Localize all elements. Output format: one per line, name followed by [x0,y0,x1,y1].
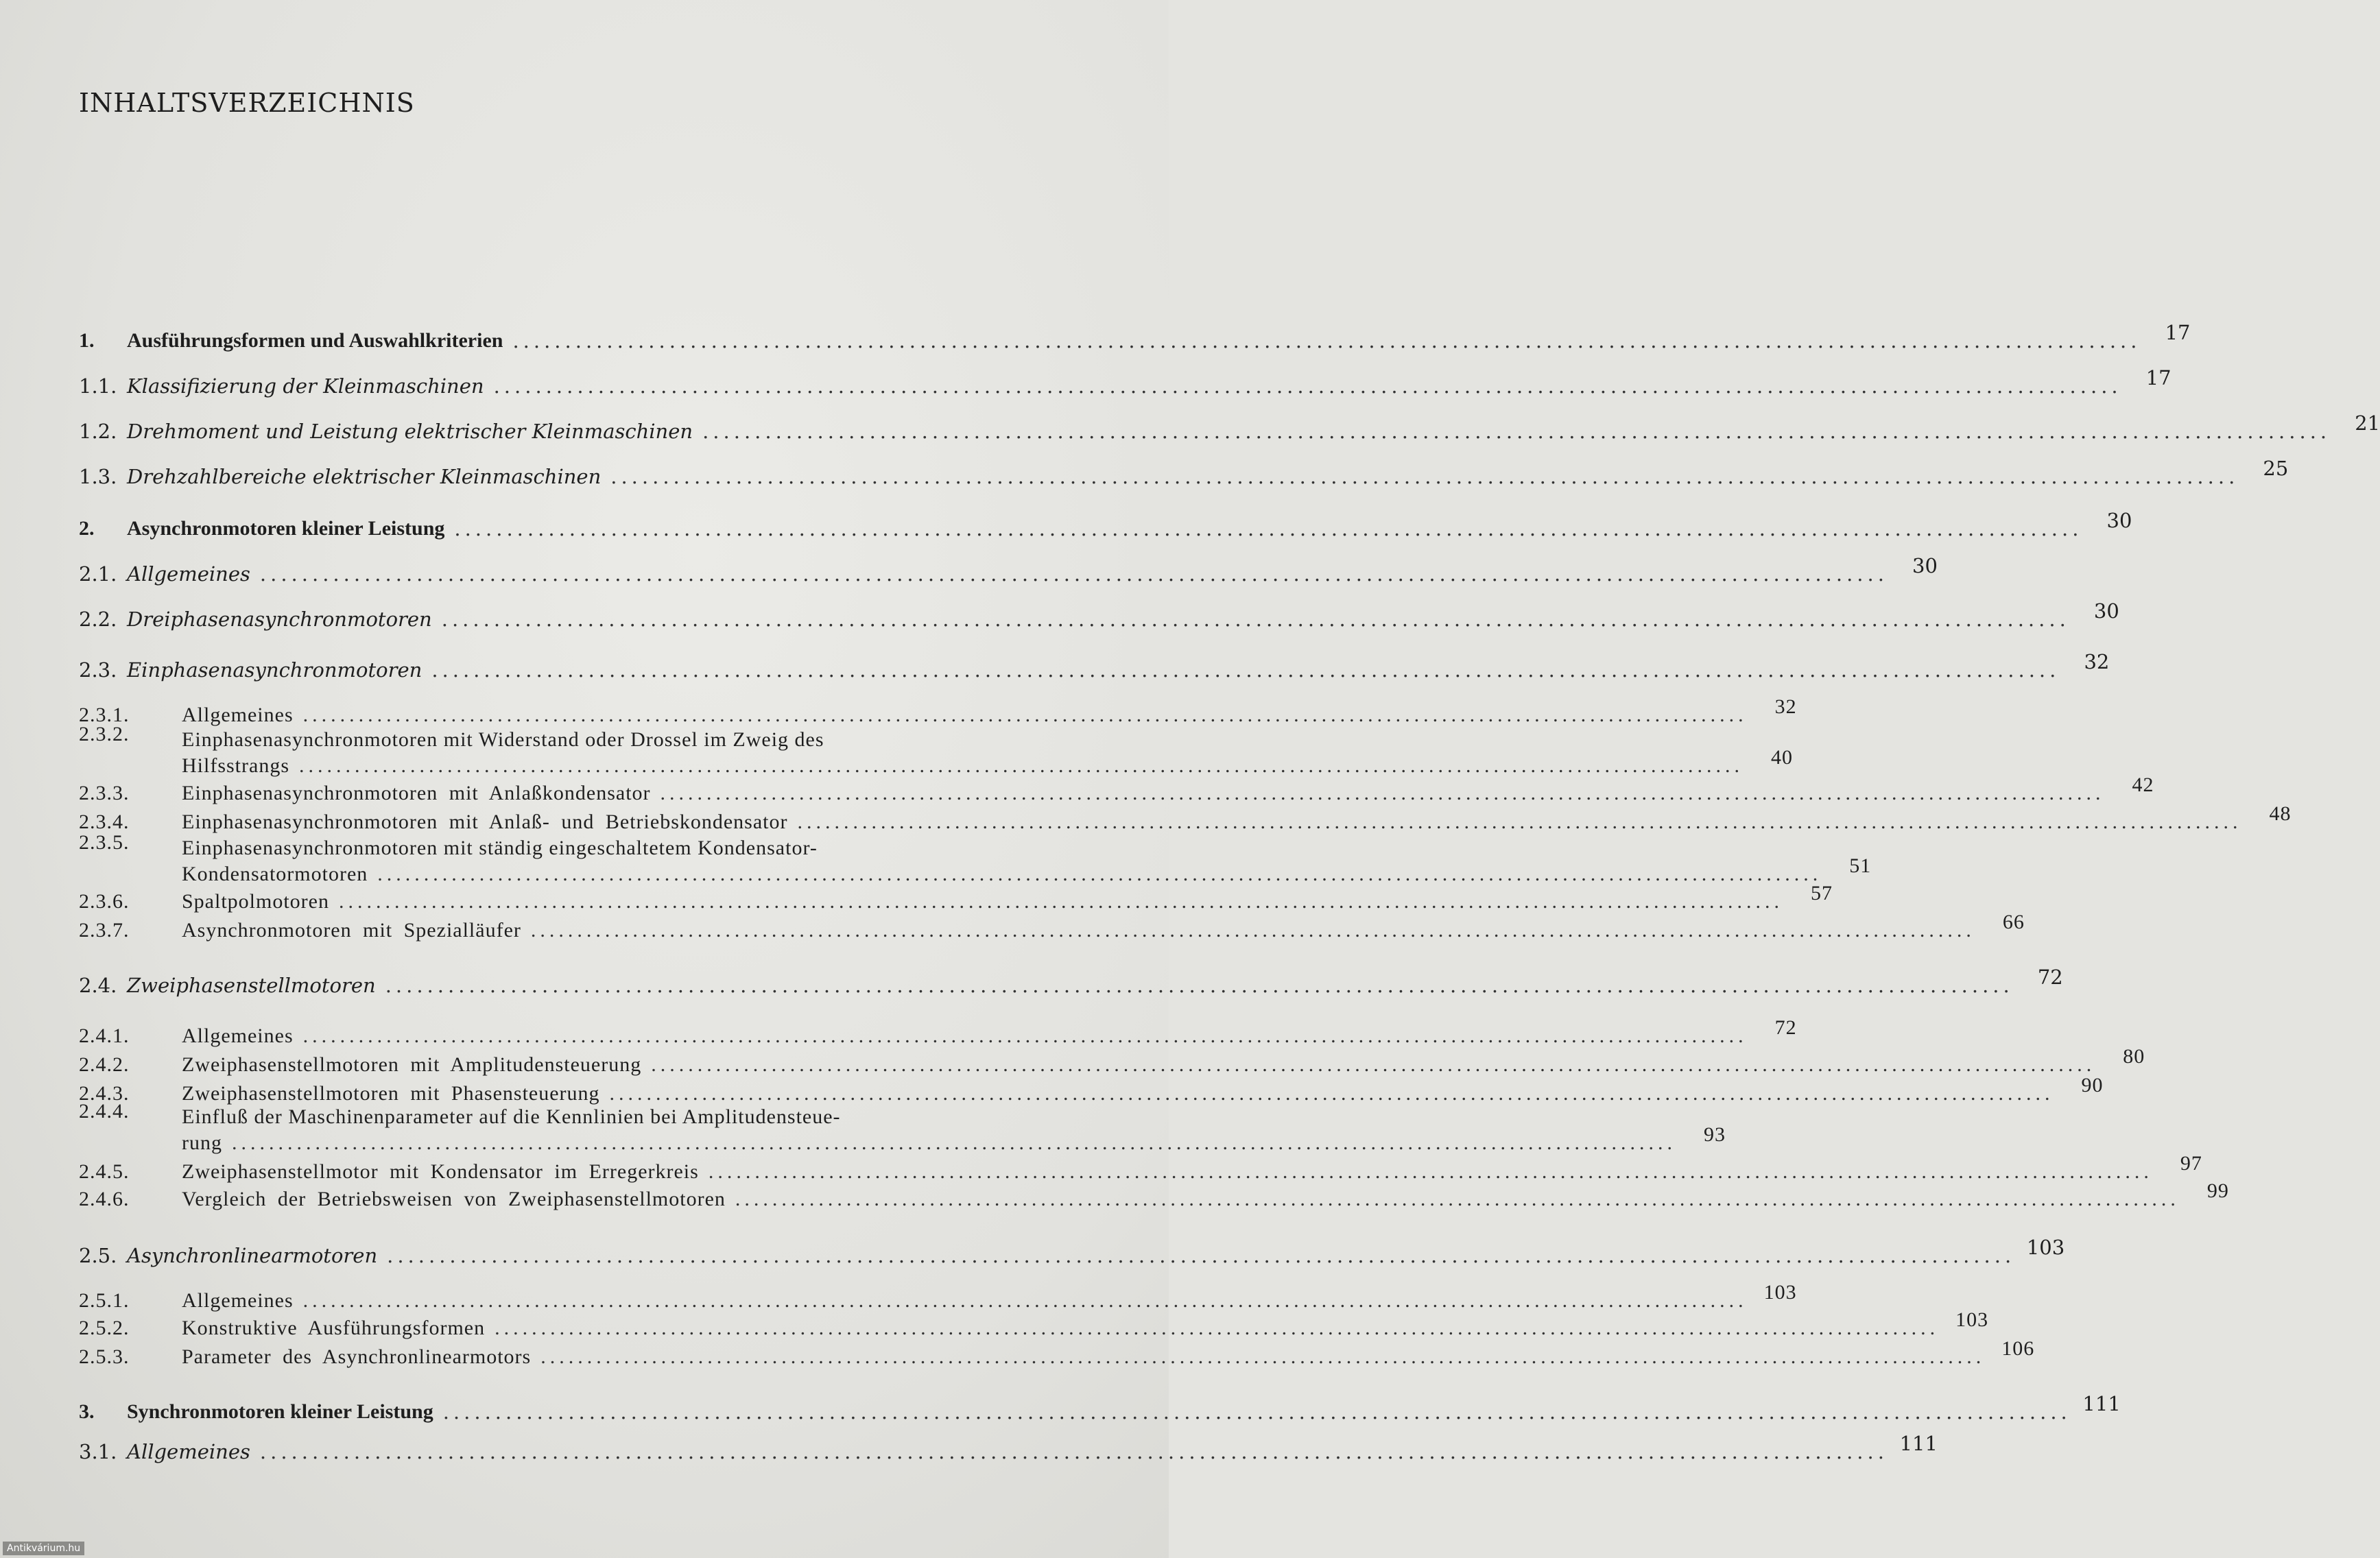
dot-leader: ............................................................................................................................................................ [302,1289,1748,1312]
toc-page: 30 [2093,599,2119,623]
toc-number: 2.4.4. [79,1100,130,1123]
toc-page: 48 [2269,802,2292,825]
toc-entry-subsection [79,911,2025,944]
toc-text: Einphasenasynchronmotoren mit Anlaßkondensator [182,782,651,804]
dot-leader: ............................................................................................................................................................ [454,517,2083,540]
toc-text: Spaltpolmotoren [182,890,329,913]
toc-number: 1.3. [79,465,117,488]
dot-leader: ............................................................................................................................................................ [651,1053,2096,1076]
toc-number: 2.3.7. [79,919,130,942]
dot-leader: ............................................................................................................................................................ [540,1345,1986,1368]
toc-page: 103 [1763,1281,1797,1304]
dot-leader: ............................................................................................................................................................ [495,1317,1940,1339]
toc-entry-subsection [79,1045,2145,1078]
toc-text: Allgemeines [127,562,250,586]
toc-entry-section [79,650,2110,683]
dot-leader: ............................................................................................................................................................ [302,704,1748,726]
dot-leader: ............................................................................................................................................................ [708,1160,2153,1183]
toc-text: Einfluß der Maschinenparameter auf die Kennlinien bei Amplitudensteue- [182,1105,841,1128]
toc-page: 21 [2355,411,2380,435]
toc-text: Asynchronlinearmotoren [127,1244,378,1267]
toc-number: 2.1. [79,562,117,586]
toc-text: Zweiphasenstellmotoren [127,974,376,997]
toc-text-continued: Hilfsstrangs [182,754,289,777]
toc-text: Ausführungsformen und Auswahlkriterien [127,329,503,352]
toc-entry-section [79,366,2171,399]
toc-text: Einphasenasynchronmotoren mit Widerstand oder Drossel im Zweig des [182,728,824,751]
toc-entry-subsection [79,1099,1726,1156]
toc-page: 17 [2165,321,2191,344]
dot-leader: ............................................................................................................................................................ [610,465,2239,488]
toc-number: 2.4.2. [79,1053,130,1076]
toc-entry-section [79,966,2063,998]
toc-text: Allgemeines [182,1289,294,1312]
dot-leader: ............................................................................................................................................................ [299,754,1744,777]
toc-entry-section [79,554,1938,587]
toc-text: Allgemeines [182,1024,294,1047]
toc-page: 32 [1774,695,1797,718]
dot-leader: ............................................................................................................................................................ [387,1244,2016,1267]
toc-page: 30 [1912,554,1938,577]
dot-leader: ............................................................................................................................................................ [232,1131,1676,1154]
dot-leader: ............................................................................................................................................................ [702,420,2331,443]
toc-page: 103 [2026,1236,2065,1259]
toc-text: Parameter des Asynchronlinearmotors [182,1345,532,1368]
toc-page: 30 [2106,509,2132,532]
dot-leader: ............................................................................................................................................................ [442,1400,2071,1424]
toc-page: 25 [2263,457,2289,480]
toc-text: Dreiphasenasynchronmotoren [127,608,432,631]
toc-number: 1.2. [79,420,117,443]
toc-page: 72 [2037,966,2063,989]
toc-page: 72 [1774,1016,1797,1039]
toc-text: Einphasenasynchronmotoren mit Anlaß- und Betriebskondensator [182,811,788,833]
toc-text: Drehmoment und Leistung elektrischer Kleinmaschinen [127,420,693,443]
toc-entry-chapter [79,1392,2121,1425]
toc-entry-subsection [79,774,2154,806]
toc-number: 2.4.5. [79,1160,130,1183]
toc-text: Klassifizierung der Kleinmaschinen [127,374,484,398]
toc-text: Asynchronmotoren kleiner Leistung [127,517,445,540]
toc-page: 103 [1955,1308,1989,1331]
dot-leader: ............................................................................................................................................................ [735,1188,2180,1210]
toc-page: 93 [1704,1123,1726,1146]
toc-number: 2.3.1. [79,704,130,726]
toc-entry-subsection [79,1308,1989,1341]
toc-page: 106 [2001,1337,2035,1360]
dot-leader: ............................................................................................................................................................ [530,919,1975,942]
dot-leader: ............................................................................................................................................................ [259,562,1888,586]
watermark: Antikvárium.hu [3,1542,84,1555]
toc-page: 90 [2081,1074,2104,1096]
toc-number: 2.3.5. [79,831,130,854]
toc-text: Konstruktive Ausführungsformen [182,1317,486,1339]
toc-number: 2.3.6. [79,890,130,913]
toc-text: Zweiphasenstellmotoren mit Amplitudensteuerung [182,1053,642,1076]
dot-leader: ............................................................................................................................................................ [609,1082,2054,1105]
toc-text-continued: Kondensatormotoren [182,863,368,885]
dot-leader: ............................................................................................................................................................ [302,1024,1748,1047]
toc-text: Einphasenasynchronmotoren [127,658,423,682]
toc-text: Drehzahlbereiche elektrischer Kleinmaschinen [127,465,602,488]
toc-page: 111 [1899,1432,1938,1455]
toc-page: 32 [2084,650,2110,673]
dot-leader: ............................................................................................................................................................ [660,782,2105,804]
toc-entry-section [79,599,2119,632]
toc-page: 99 [2206,1179,2229,1202]
toc-page: 40 [1771,746,1793,769]
toc-number: 3.1. [79,1440,117,1463]
toc-number: 2.2. [79,608,117,631]
toc-text: Allgemeines [127,1440,250,1463]
toc-entry-subsection [79,1179,2229,1212]
toc-number: 2.5.3. [79,1345,130,1368]
toc-number: 2.5.2. [79,1317,130,1339]
dot-leader: ............................................................................................................................................................ [493,374,2122,398]
toc-entry-section [79,1432,1938,1465]
toc-number: 3. [79,1400,95,1423]
toc-number: 2.3.2. [79,723,130,745]
toc-entry-subsection [79,1016,1797,1049]
dot-leader: ............................................................................................................................................................ [441,608,2070,631]
toc-entry-section [79,457,2289,490]
toc-number: 2.4.6. [79,1188,130,1210]
toc-number: 2.3. [79,658,117,682]
toc-number: 1.1. [79,374,117,398]
toc-number: 2.4.3. [79,1082,130,1105]
dot-leader: ............................................................................................................................................................ [385,974,2014,997]
toc-entry-subsection [79,721,1793,779]
toc-entry-subsection [79,882,1833,915]
dot-leader: ............................................................................................................................................................ [377,863,1822,885]
toc-text: Vergleich der Betriebsweisen von Zweiphasenstellmotoren [182,1188,726,1210]
toc-page: 57 [1810,882,1833,904]
toc-text: Einphasenasynchronmotoren mit ständig eingeschaltetem Kondensator- [182,837,818,859]
dot-leader: ............................................................................................................................................................ [338,890,1783,913]
toc-entry-chapter [79,509,2132,542]
toc-page: 111 [2082,1392,2121,1415]
toc-text: Synchronmotoren kleiner Leistung [127,1400,433,1423]
toc-page: 80 [2123,1045,2145,1068]
toc-entry-subsection [79,1337,2035,1370]
toc-number: 2.4. [79,974,117,997]
toc-page: 97 [2180,1152,2202,1175]
toc-number: 2.3.3. [79,782,130,804]
page-title: INHALTSVERZEICHNIS [79,88,415,118]
dot-leader: ............................................................................................................................................................ [512,329,2141,352]
toc-number: 2.3.4. [79,811,130,833]
dot-leader: ............................................................................................................................................................ [431,658,2060,682]
toc-entry-subsection [79,830,1872,887]
toc-text: Asynchronmotoren mit Spezialläufer [182,919,521,942]
toc-number: 2.5. [79,1244,117,1267]
toc-entry-chapter [79,321,2191,354]
toc-number: 2.5.1. [79,1289,130,1312]
toc-text: Zweiphasenstellmotoren mit Phasensteuerung [182,1082,600,1105]
toc-entry-section [79,411,2380,444]
toc-page: 42 [2132,774,2154,796]
dot-leader: ............................................................................................................................................................ [797,811,2242,833]
toc-text: Allgemeines [182,704,294,726]
toc-page: 17 [2145,366,2171,389]
dot-leader: ............................................................................................................................................................ [259,1440,1888,1463]
toc-number: 1. [79,329,95,352]
toc-number: 2.4.1. [79,1024,130,1047]
toc-text-continued: rung [182,1131,222,1154]
toc-page: 51 [1849,854,1872,877]
toc-entry-section [79,1236,2065,1269]
toc-number: 2. [79,517,95,540]
toc-page: 66 [2002,911,2025,933]
toc-text: Zweiphasenstellmotor mit Kondensator im Erregerkreis [182,1160,699,1183]
